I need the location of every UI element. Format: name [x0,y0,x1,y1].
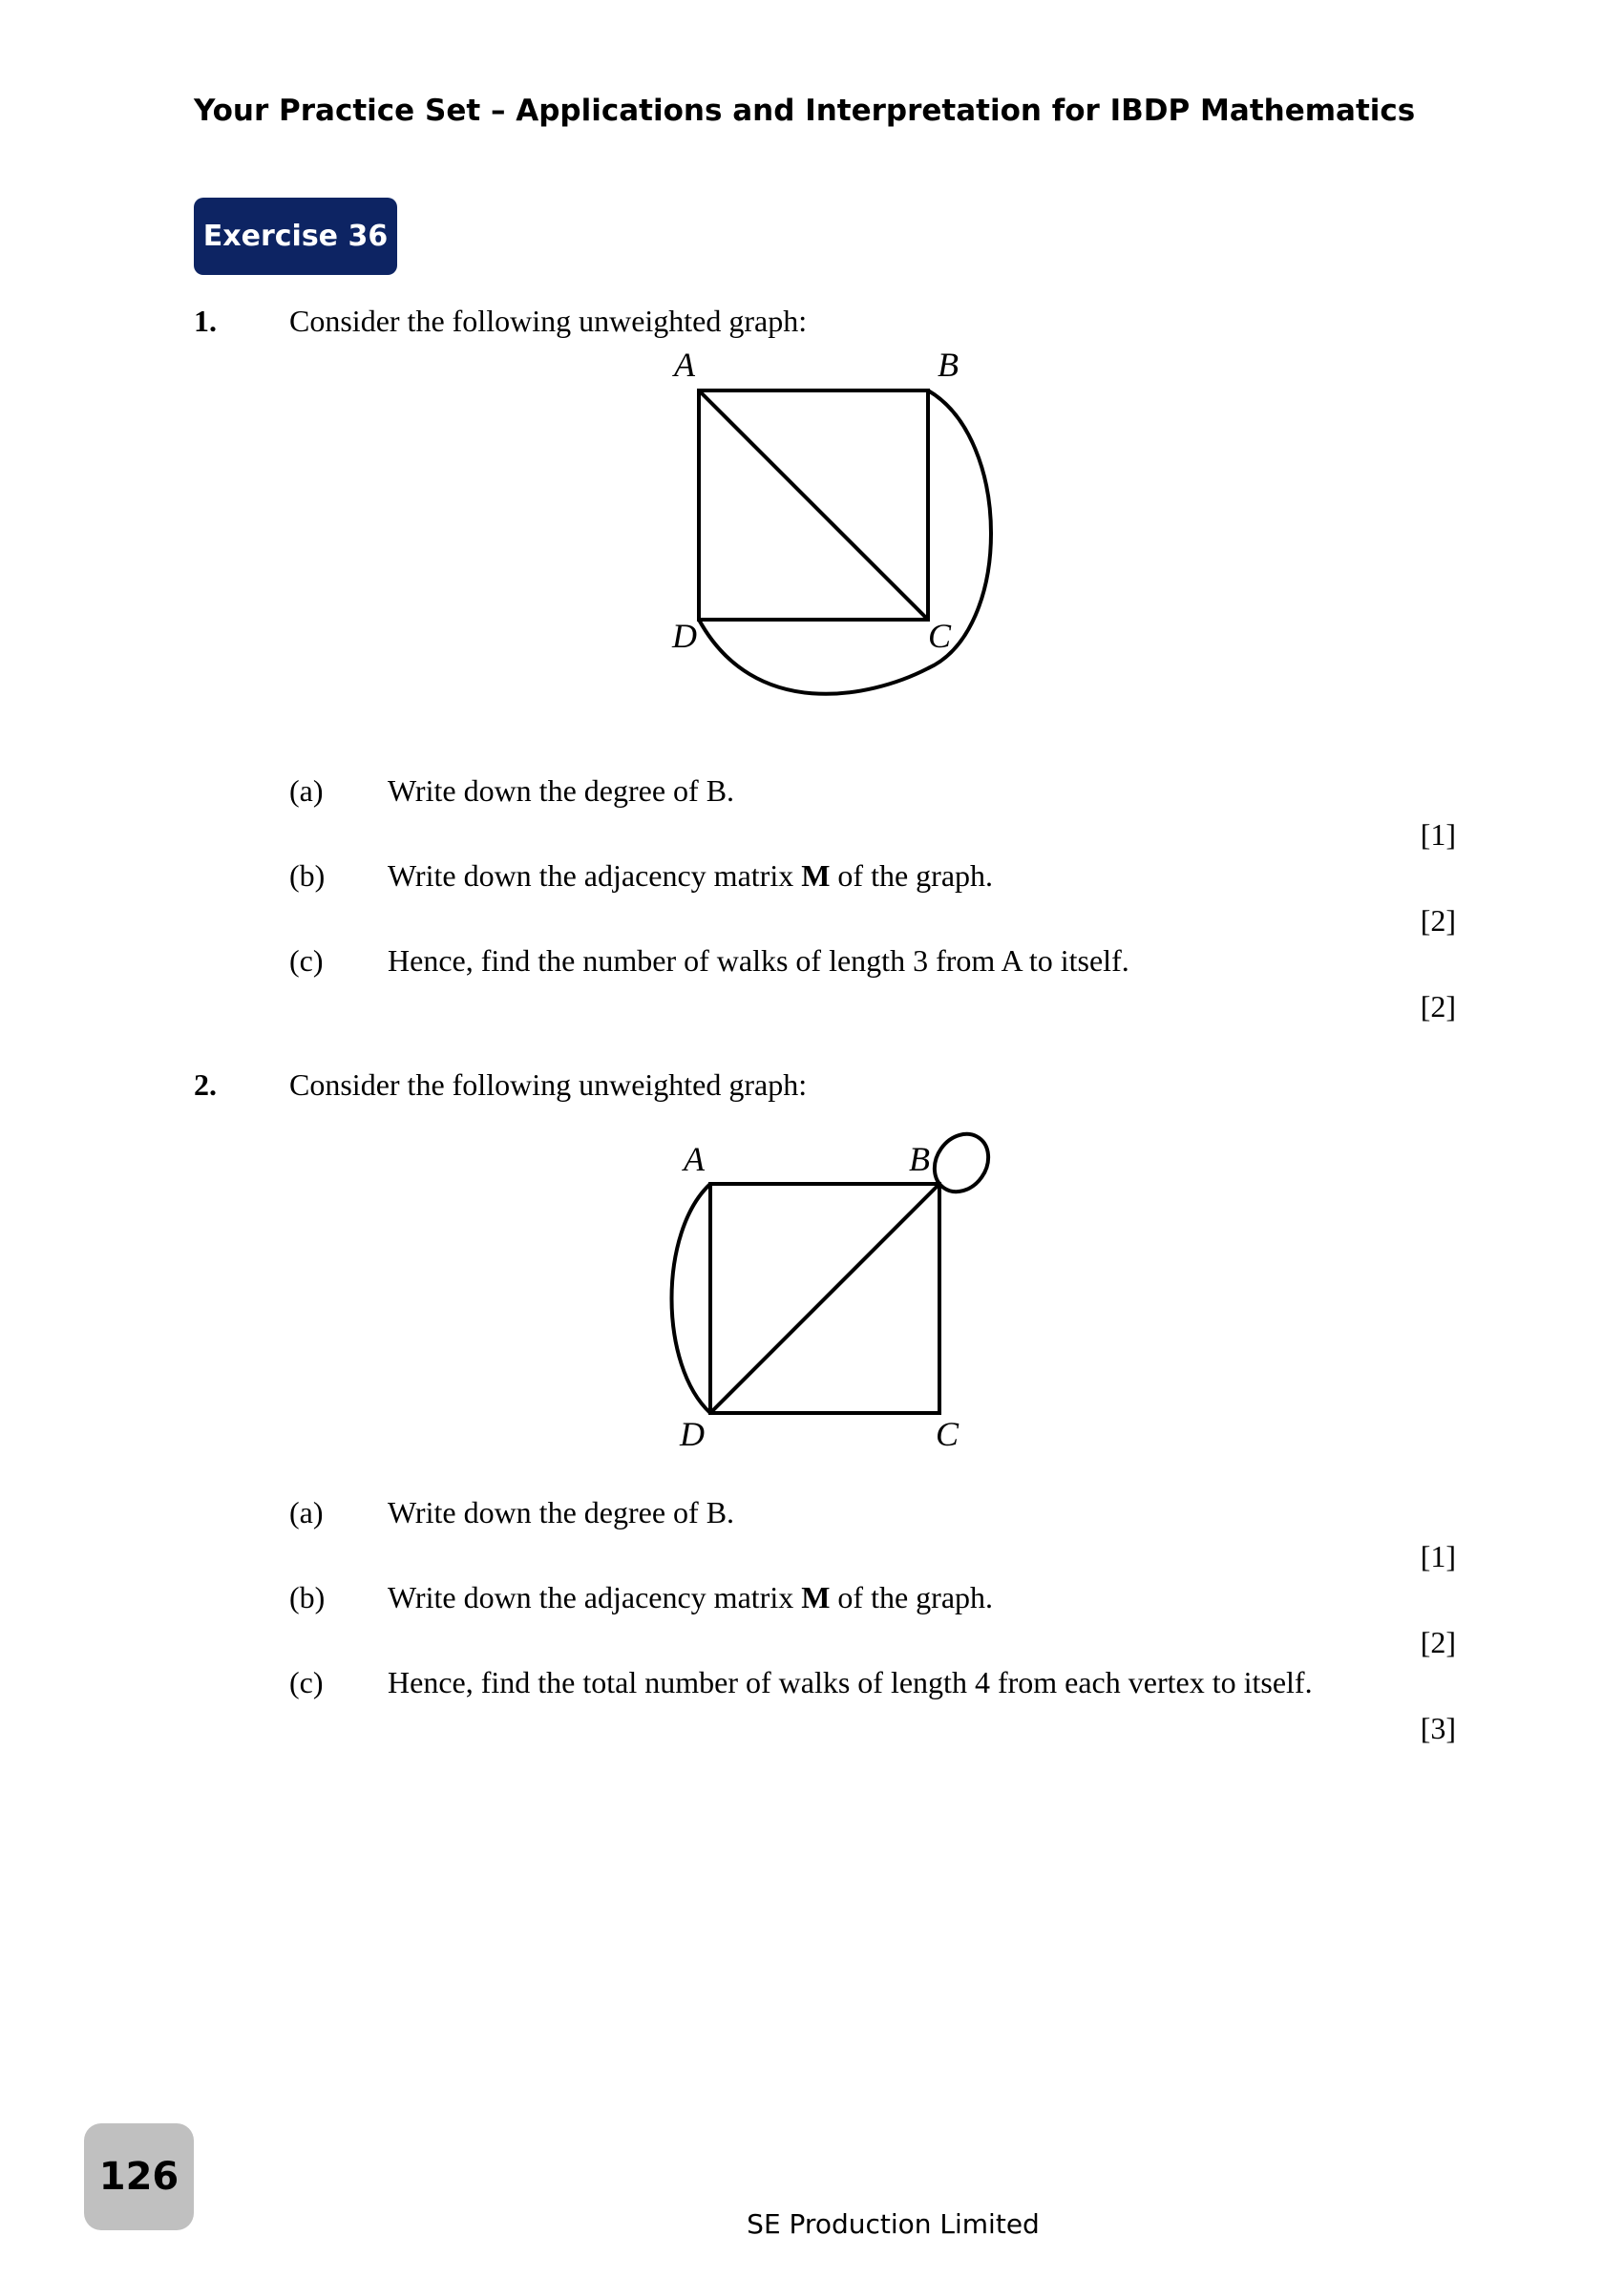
graph-1-label-b: B [938,346,959,384]
question-2-text: Consider the following unweighted graph: [289,1067,808,1102]
graph-2-label-d: D [680,1415,705,1453]
graph-2-label-a: A [684,1140,705,1178]
graph-2-label-b: B [909,1140,930,1178]
q1-part-c-marks: [2] [1420,989,1456,1023]
q2-part-a-label: (a) [289,1495,324,1529]
question-2-graph [649,1127,1031,1470]
q2-part-a-marks: [1] [1420,1539,1456,1573]
graph-1-edge-ac [699,390,928,620]
q2-part-b-label: (b) [289,1580,326,1614]
q1-part-a-label: (a) [289,773,324,808]
page-number: 126 [84,2123,194,2230]
q1-part-b-text: Write down the adjacency matrix M of the graph. [388,858,994,893]
graph-2-label-c: C [936,1415,960,1453]
q2-part-c-marks: [3] [1420,1711,1456,1745]
q1-part-b-label: (b) [289,858,326,893]
question-1-graph [649,344,1031,726]
graph-1-label-c: C [928,617,952,655]
question-1-number: 1. [194,304,217,338]
q1-part-c-label: (c) [289,943,324,978]
q1-part-a-marks: [1] [1420,817,1456,852]
question-1-text: Consider the following unweighted graph: [289,304,808,338]
page-header-title: Your Practice Set – Applications and Interpretation for IBDP Mathematics [194,94,1416,128]
q2-part-c-text: Hence, find the total number of walks of length 4 from each vertex to itself. [388,1665,1313,1699]
q2-part-b-text: Write down the adjacency matrix M of the graph. [388,1580,994,1614]
q1-part-b-marks: [2] [1420,903,1456,938]
footer-publisher: SE Production Limited [747,2208,1040,2240]
question-2-number: 2. [194,1067,217,1102]
graph-1-label-d: D [672,617,697,655]
q2-part-a-text: Write down the degree of B. [388,1495,735,1529]
q2-part-c-label: (c) [289,1665,324,1699]
q2-part-b-marks: [2] [1420,1625,1456,1659]
exercise-badge: Exercise 36 [194,198,397,275]
graph-2-curved-edge-ad [672,1184,711,1413]
q1-part-c-text: Hence, find the number of walks of length 3 from A to itself. [388,943,1129,978]
graph-2-edge-db [710,1184,939,1413]
q1-part-a-text: Write down the degree of B. [388,773,735,808]
graph-1-label-a: A [674,346,695,384]
